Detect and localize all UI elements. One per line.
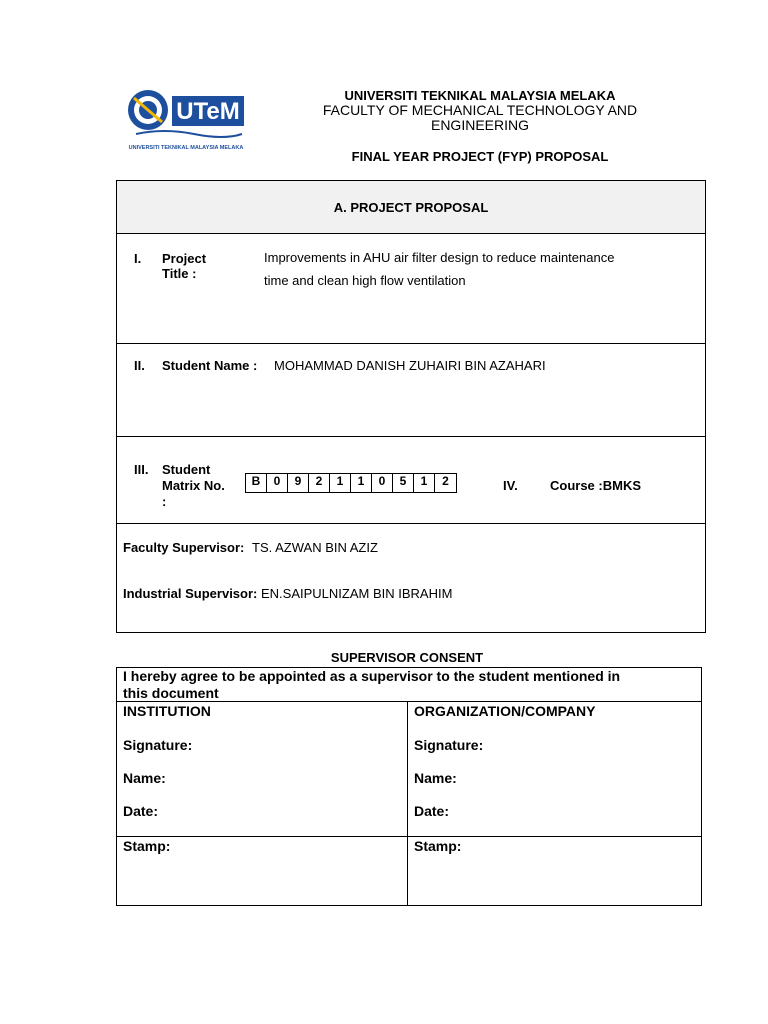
section-header-row <box>117 181 705 234</box>
matrix-label-3: : <box>162 494 167 509</box>
matrix-digit: 1 <box>330 474 351 492</box>
utem-emblem-icon <box>124 88 248 152</box>
consent-title: SUPERVISOR CONSENT <box>330 650 484 665</box>
institution-heading: INSTITUTION <box>123 703 211 719</box>
matrix-digit: 9 <box>288 474 309 492</box>
matrix-number-boxes <box>245 473 457 493</box>
institution-name-label: Name: <box>123 770 166 786</box>
matrix-digit: 5 <box>393 474 414 492</box>
matrix-digit: 1 <box>414 474 435 492</box>
matrix-digit: 0 <box>267 474 288 492</box>
student-name-label: Student Name : <box>162 358 258 373</box>
matrix-course-row <box>117 437 705 524</box>
consent-statement-2: this document <box>123 685 219 701</box>
industrial-supervisor-name: EN.SAIPULNIZAM BIN IBRAHIM <box>261 586 453 601</box>
project-title-label-2: Title : <box>162 266 197 281</box>
student-name-row <box>117 344 705 437</box>
matrix-label-2: Matrix No. <box>162 478 225 493</box>
project-title-value-1: Improvements in AHU air filter design to reduce maintenance <box>264 250 615 265</box>
project-title-value-2: time and clean high flow ventilation <box>264 273 466 288</box>
university-name: UNIVERSITI TEKNIKAL MALAYSIA MELAKA <box>344 88 616 103</box>
column-divider <box>407 702 408 905</box>
matrix-digit: 0 <box>372 474 393 492</box>
industrial-supervisor-label: Industrial Supervisor: <box>123 586 258 601</box>
organization-stamp-label: Stamp: <box>414 838 462 854</box>
project-title-label-1: Project <box>162 251 207 266</box>
organization-name-label: Name: <box>414 770 457 786</box>
matrix-digit: 2 <box>442 474 449 488</box>
student-name-number: II. <box>134 358 145 373</box>
utem-logo <box>124 88 248 152</box>
supervisors-row <box>117 524 705 632</box>
matrix-digit: B <box>246 474 267 492</box>
institution-signature-label: Signature: <box>123 737 193 753</box>
project-proposal-form <box>116 180 706 633</box>
consent-table <box>116 667 702 906</box>
faculty-name-line2: ENGINEERING <box>430 117 529 133</box>
matrix-number: III. <box>134 462 149 477</box>
faculty-name-line1: FACULTY OF MECHANICAL TECHNOLOGY AND <box>322 102 638 118</box>
document-title: FINAL YEAR PROJECT (FYP) PROPOSAL <box>351 149 609 164</box>
course-number: IV. <box>503 478 518 493</box>
project-title-row <box>117 234 705 344</box>
student-name-value: MOHAMMAD DANISH ZUHAIRI BIN AZAHARI <box>274 358 546 373</box>
svg-text:UTeM: UTeM <box>176 98 240 125</box>
matrix-digit: 2 <box>309 474 330 492</box>
organization-date-label: Date: <box>414 803 450 819</box>
consent-statement-1: I hereby agree to be appointed as a supervisor to the student mentioned in <box>123 668 621 684</box>
organization-heading: ORGANIZATION/COMPANY <box>414 703 596 719</box>
institution-stamp-label: Stamp: <box>123 838 171 854</box>
stamp-divider <box>117 836 701 837</box>
matrix-label-1: Student <box>162 462 211 477</box>
project-title-number: I. <box>134 251 142 266</box>
faculty-supervisor-label: Faculty Supervisor: <box>123 540 245 555</box>
institution-date-label: Date: <box>123 803 159 819</box>
svg-text:UNIVERSITI TEKNIKAL MALAYSIA M: UNIVERSITI TEKNIKAL MALAYSIA MELAKA <box>128 145 244 151</box>
course-label: Course :BMKS <box>550 478 642 493</box>
faculty-supervisor-name: TS. AZWAN BIN AZIZ <box>252 540 378 555</box>
consent-statement-row <box>117 668 701 702</box>
organization-signature-label: Signature: <box>414 737 484 753</box>
matrix-digit: 1 <box>351 474 372 492</box>
section-heading: A. PROJECT PROPOSAL <box>333 200 489 215</box>
